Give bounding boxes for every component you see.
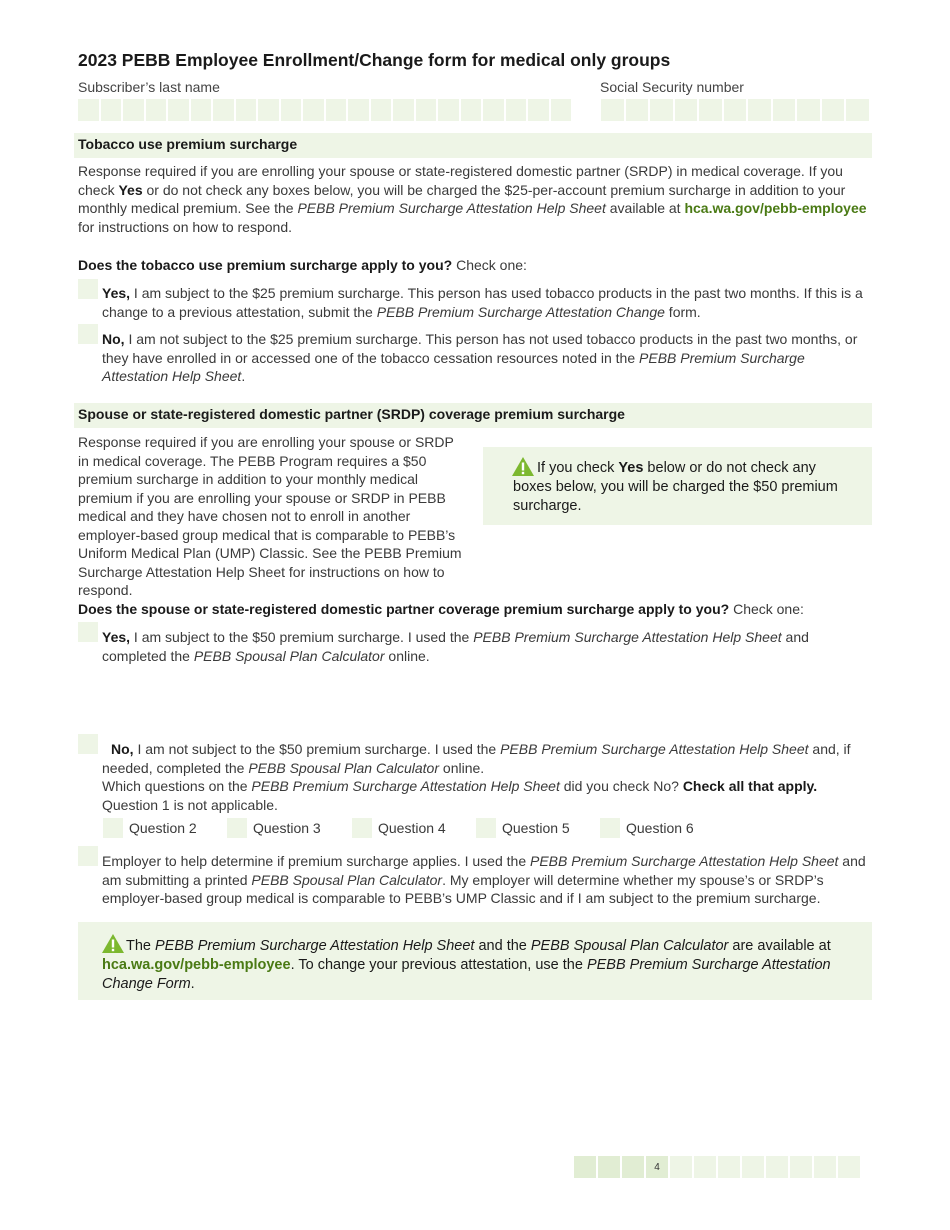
- question-5-option[interactable]: Question 5: [476, 818, 570, 838]
- tobacco-question: Does the tobacco use premium surcharge apply to you? Check one:: [78, 257, 527, 273]
- question-3-option[interactable]: Question 3: [227, 818, 321, 838]
- employer-option: Employer to help determine if premium surcharge applies. I used the PEBB Premium Surcharge Attestation Help Sheet and am submitting a printed PEBB Spousal Plan Calculator. My employer will determine whether my spouse’s or SRDP’s employer-based group medical is comparable to PEBB’s UMP Classic and if I am subject to the premium surcharge.: [102, 853, 866, 906]
- warning-icon: [102, 934, 124, 953]
- tobacco-no-option: No, I am not subject to the $25 premium surcharge. This person has not used tobacco products in the past two months, or they have enrolled in or accessed one of the tobacco cessation resources noted in the PEBB Premium Surcharge Attestation Help Sheet.: [102, 331, 858, 384]
- last-name-label: Subscriber’s last name: [78, 79, 220, 95]
- question-4-option[interactable]: Question 4: [352, 818, 446, 838]
- tobacco-no-checkbox[interactable]: [78, 324, 98, 344]
- page-title: 2023 PEBB Employee Enrollment/Change form for medical only groups: [78, 50, 671, 70]
- tobacco-yes-checkbox[interactable]: [78, 279, 98, 299]
- spouse-yes-checkbox[interactable]: [78, 622, 98, 642]
- last-name-input[interactable]: [78, 99, 571, 121]
- spouse-question: Does the spouse or state-registered domestic partner coverage premium surcharge apply to you? Check one:: [78, 601, 804, 617]
- question-6-option[interactable]: Question 6: [600, 818, 694, 838]
- question-2-option[interactable]: Question 2: [103, 818, 197, 838]
- spouse-no-checkbox[interactable]: [78, 734, 98, 754]
- spouse-warning-callout: If you check Yes below or do not check any boxes below, you will be charged the $50 premium surcharge.: [483, 447, 872, 525]
- question-checkbox-row: [103, 818, 743, 842]
- spouse-intro: Response required if you are enrolling your spouse or SRDP in medical coverage. The PEBB Program requires a $50 premium surcharge in addition to your monthly medical premium if you are enrolling your spouse or SRDP in PEBB medical and they have chosen not to enroll in another employer-based group medical that is comparable to PEBB’s Uniform Medical Plan (UMP) Classic. See the PEBB Premium Surcharge Attestation Help Sheet for instructions on how to respond.: [78, 434, 462, 598]
- page-number: 4: [646, 1156, 668, 1178]
- tobacco-intro: Response required if you are enrolling your spouse or state-registered domestic partner (SRDP) in medical coverage. If you check Yes or do not check any boxes below, you will be charged the $25-per-account premium surcharge in addition to your monthly medical premium. See the PEBB Premium Surcharge Attestation Help Sheet available at hca.wa.gov/pebb-employee for instructions on how to respond.: [78, 163, 867, 235]
- ssn-label: Social Security number: [600, 79, 744, 95]
- warning-icon: [512, 457, 534, 476]
- spouse-no-option: No, I am not subject to the $50 premium surcharge. I used the PEBB Premium Surcharge Attestation Help Sheet and, if needed, completed the PEBB Spousal Plan Calculator online. Which questions on the PEBB Premium Surcharge Attestation Help Sheet did you check No? Check all that apply. Question 1 is not applicable.: [102, 741, 851, 813]
- spouse-heading: Spouse or state-registered domestic partner (SRDP) coverage premium surcharge: [74, 403, 872, 428]
- tobacco-heading: Tobacco use premium surcharge: [74, 133, 872, 158]
- bottom-note-callout: The PEBB Premium Surcharge Attestation Help Sheet and the PEBB Spousal Plan Calculator are available at hca.wa.gov/pebb-employee. To change your previous attestation, use the PEBB Premium Surcharge Attestation Change Form.: [78, 922, 872, 1000]
- spouse-yes-option: Yes, I am subject to the $50 premium surcharge. I used the PEBB Premium Surcharge Attestation Help Sheet and completed the PEBB Spousal Plan Calculator online.: [102, 629, 809, 664]
- ssn-input[interactable]: [601, 99, 869, 121]
- hca-link-note[interactable]: hca.wa.gov/pebb-employee: [102, 957, 291, 973]
- employer-checkbox[interactable]: [78, 846, 98, 866]
- tobacco-yes-option: Yes, I am subject to the $25 premium surcharge. This person has used tobacco products in the past two months. If this is a change to a previous attestation, submit the PEBB Premium Surcharge Attestation Change form.: [102, 285, 863, 320]
- footer-code-boxes: [574, 1156, 860, 1178]
- hca-link[interactable]: hca.wa.gov/pebb-employee: [684, 200, 867, 216]
